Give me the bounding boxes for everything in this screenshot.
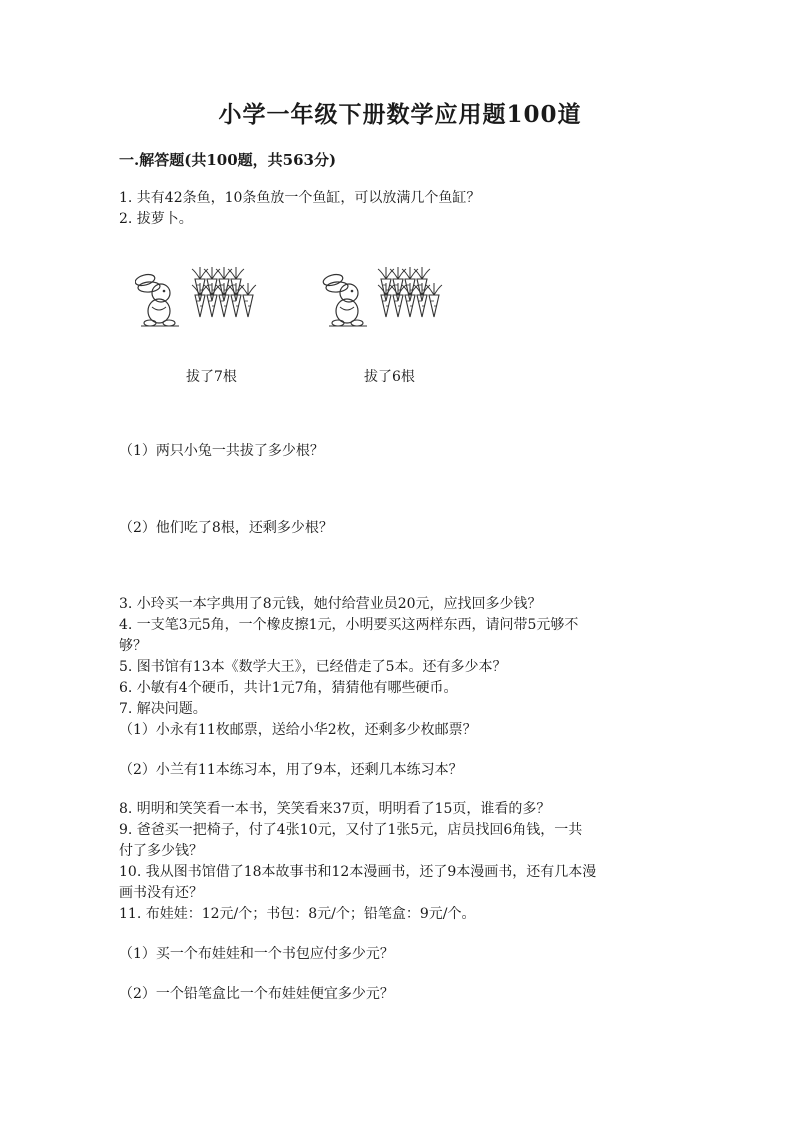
question-4-line-2: 够？	[119, 638, 147, 654]
question-11-part-1: （1）买一个布娃娃和一个书包应付多少元？	[119, 946, 394, 962]
question-6: 6. 小敏有4个硬币，共计1元7角，猜猜他有哪些硬币。	[119, 680, 458, 696]
left-caption: 拔了7根	[186, 369, 237, 385]
question-4-line-1: 4. 一支笔3元5角，一个橡皮擦1元，小明要买这两样东西，请问带5元够不	[119, 617, 579, 633]
question-9-line-2: 付了多少钱？	[119, 843, 203, 859]
question-5: 5. 图书馆有13本《数学大王》，已经借走了5本。还有多少本？	[119, 659, 507, 675]
question-7-part-1: （1）小永有11枚邮票，送给小华2枚，还剩多少枚邮票？	[119, 722, 477, 738]
question-1: 1. 共有42条鱼，10条鱼放一个鱼缸，可以放满几个鱼缸？	[119, 190, 481, 206]
question-7: 7. 解决问题。	[119, 701, 207, 717]
question-10-line-1: 10. 我从图书馆借了18本故事书和12本漫画书，还了9本漫画书，还有几本漫	[119, 864, 597, 880]
right-caption: 拔了6根	[364, 369, 415, 385]
question-11-part-2: （2）一个铅笔盒比一个布娃娃便宜多少元？	[119, 986, 394, 1002]
rabbit-carrot-figure	[135, 265, 475, 335]
question-11: 11. 布娃娃：12元/个；书包：8元/个；铅笔盒：9元/个。	[119, 906, 476, 922]
question-2: 2. 拔萝卜。	[119, 211, 193, 227]
rabbit-carrot-illustration	[135, 265, 475, 335]
section-header: 一.解答题(共100题，共563分)	[119, 151, 337, 169]
question-2-part-1: （1）两只小兔一共拔了多少根？	[119, 443, 324, 459]
question-10-line-2: 画书没有还？	[119, 885, 203, 901]
question-2-part-2: （2）他们吃了8根，还剩多少根？	[119, 520, 333, 536]
question-3: 3. 小玲买一本字典用了8元钱，她付给营业员20元，应找回多少钱？	[119, 596, 542, 612]
page-title: 小学一年级下册数学应用题100道	[218, 101, 582, 128]
question-7-part-2: （2）小兰有11本练习本，用了9本，还剩几本练习本？	[119, 762, 463, 778]
question-9-line-1: 9. 爸爸买一把椅子，付了4张10元，又付了1张5元，店员找回6角钱，一共	[119, 822, 583, 838]
question-8: 8. 明明和笑笑看一本书，笑笑看来37页，明明看了15页，谁看的多？	[119, 801, 551, 817]
